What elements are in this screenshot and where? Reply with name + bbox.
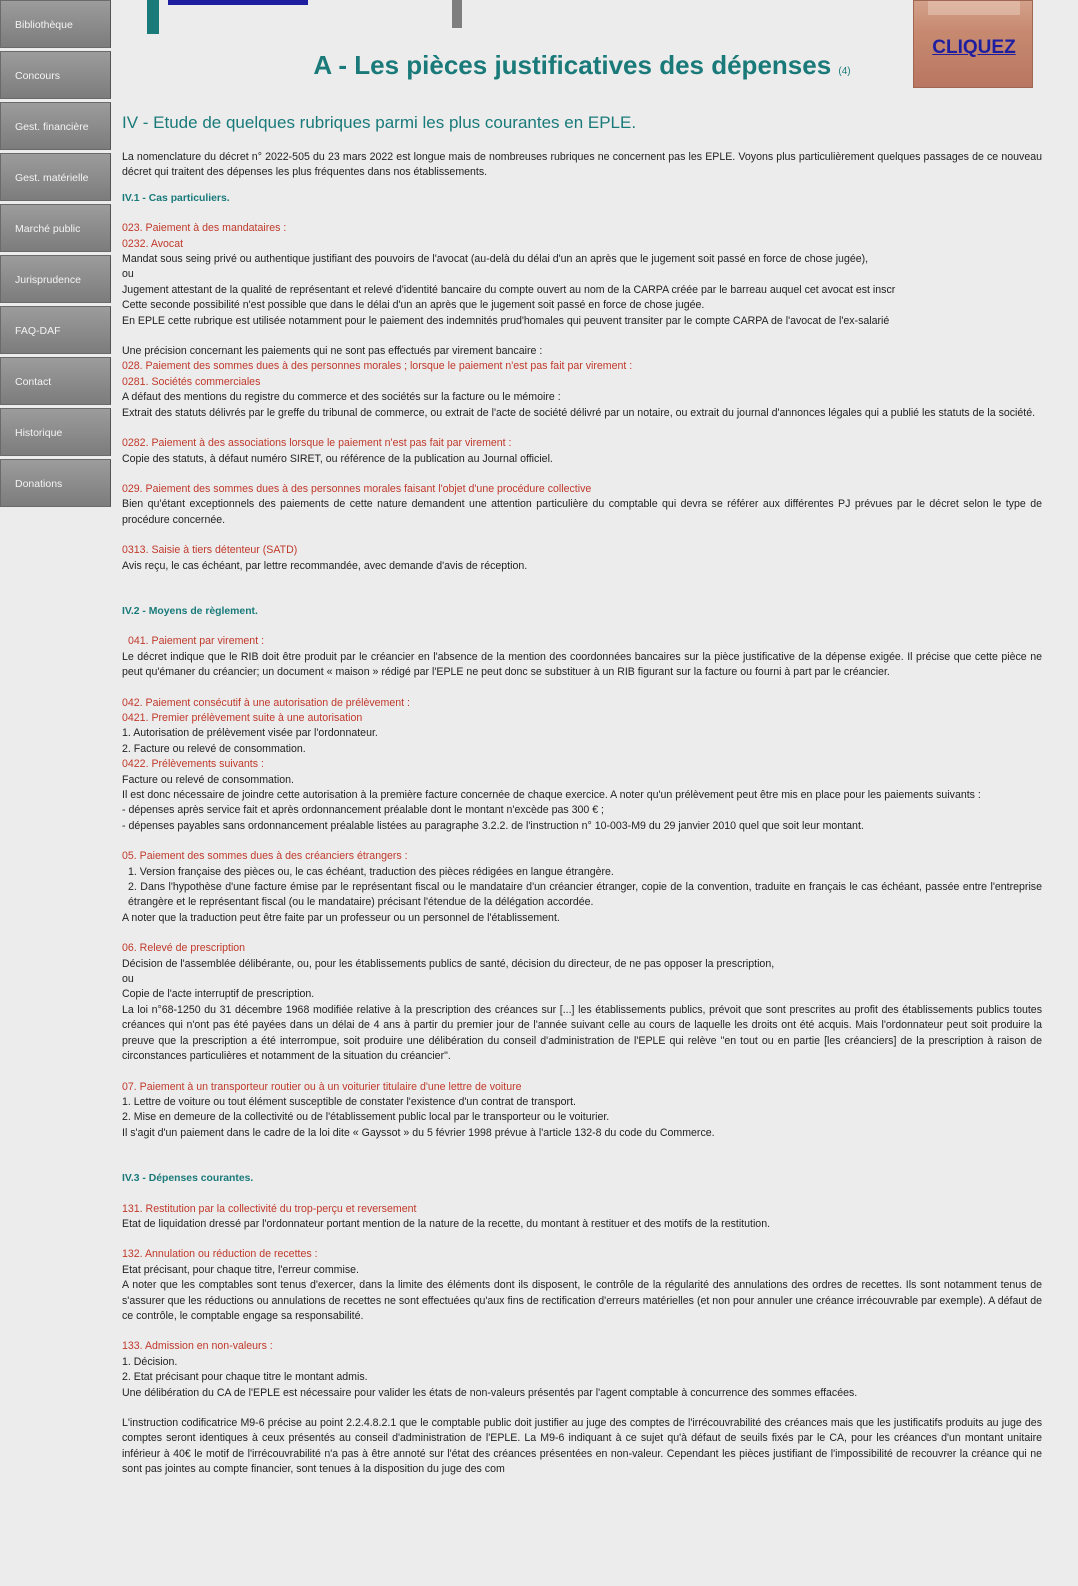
page-title xyxy=(120,50,1044,81)
text-line: - dépenses payables sans ordonnancement préalable listées au paragraphe 3.2.2. de l'instruction n° 10-003-M9 du 29 janvier 2010 quel que soit leur montant. xyxy=(122,819,864,832)
rubric-heading: 131. Restitution par la collectivité du trop-perçu et reversement xyxy=(122,1202,417,1215)
nav-donations[interactable]: Donations xyxy=(0,459,111,507)
text-paragraph: Le décret indique que le RIB doit être produit par le créancier en l'absence de la mention des coordonnées bancaires sur la pièce justificative de la dépense exigée. Il précise que cette pièce ne peut qu'émaner du créancier; un document « maison » rédigé par l'EPLE ne peut donc se substituer à un RIB figurant sur la facture ou fourni à part par le créancier. xyxy=(122,650,1042,679)
rubric-subheading: 0281. Sociétés commerciales xyxy=(122,375,261,388)
text-paragraph: Extrait des statuts délivrés par le greffe du tribunal de commerce, ou extrait de l'acte de société délivré par un notaire, ou extrait du journal d'annonces légales qui a publié les statuts de la société. xyxy=(122,406,1036,419)
decorative-bar-middle xyxy=(452,0,462,28)
text-line: Copie des statuts, à défaut numéro SIRET, ou référence de la publication au Journal officiel. xyxy=(122,452,553,465)
text-line: Copie de l'acte interruptif de prescription. xyxy=(122,988,315,1001)
text-paragraph: 2. Dans l'hypothèse d'une facture émise par le représentant fiscal ou le mandataire d'un créancier étranger, copie de la convention, traduite en français le cas échéant, passée entre l'entreprise étrangère et le représentant fiscal (ou le mandataire) précisant l'étendue de la délégation accordée. xyxy=(128,881,1042,909)
rubric-heading: 0282. Paiement à des associations lorsque le paiement n'est pas fait par virement : xyxy=(122,437,512,450)
subsection-heading: IV.2 - Moyens de règlement. xyxy=(122,605,258,617)
nav-marche-public[interactable]: Marché public xyxy=(0,204,111,252)
top-link-cropped[interactable] xyxy=(168,0,308,5)
text-line: ou xyxy=(122,268,134,281)
text-paragraph: Bien qu'étant exceptionnels des paiements de cette nature demandent une attention particulière du comptable qui devra se référer aux différentes PJ prévues par le décret selon le type de procédure concernée. xyxy=(122,498,1042,526)
subsection-heading: IV.1 - Cas particuliers. xyxy=(122,192,230,204)
nav-gestion-materielle[interactable]: Gest. matérielle xyxy=(0,153,111,201)
text-line: Jugement attestant de la qualité de représentant et relevé d'identité bancaire du compte ouvert au nom de la CARPA créée par le barreau auquel cet avocat est inscr xyxy=(122,283,896,296)
nav-contact[interactable]: Contact xyxy=(0,357,111,405)
text-line: 2. Facture ou relevé de consommation. xyxy=(122,742,306,755)
text-line: Avis reçu, le cas échéant, par lettre recommandée, avec demande d'avis de réception. xyxy=(122,559,528,572)
rubric-heading: 028. Paiement des sommes dues à des personnes morales ; lorsque le paiement n'est pas fait par virement : xyxy=(122,360,633,373)
text-line: Une délibération du CA de l'EPLE est nécessaire pour valider les états de non-valeurs présentés par l'agent comptable à concurrence des sommes effacées. xyxy=(122,1386,858,1399)
title-note: (4) xyxy=(838,66,851,77)
text-line: A défaut des mentions du registre du commerce et des sociétés sur la facture ou le mémoire : xyxy=(122,391,561,404)
rubric-heading: 132. Annulation ou réduction de recettes : xyxy=(122,1248,318,1261)
text-line: Etat de liquidation dressé par l'ordonnateur portant mention de la nature de la recette, du montant à restituer et des motifs de la restitution. xyxy=(122,1217,771,1230)
rubric-heading: 029. Paiement des sommes dues à des personnes morales faisant l'objet d'une procédure collective xyxy=(122,482,592,495)
rubric-heading: 0313. Saisie à tiers détenteur (SATD) xyxy=(122,544,298,557)
text-paragraph: A noter que les comptables sont tenus d'exercer, dans la limite des éléments dont ils disposent, le contrôle de la régularité des annulations des ordres de recettes. Ils sont notamment tenus de s'assurer que les réductions ou annulations de recettes ne sont effectuées qu'aux fins de rectification d'erreurs matérielles (et non pour annuler une créance irrécouvrable par exemple). A défaut de ce contrôle, le comptable engage sa responsabilité. xyxy=(122,1279,1042,1322)
nav-concours[interactable]: Concours xyxy=(0,51,111,99)
rubric-subheading: 0422. Prélèvements suivants : xyxy=(122,758,264,771)
text-paragraph: L'instruction codificatrice M9-6 précise au point 2.2.4.8.2.1 que le comptable public doit justifier au juge des comptes de l'irrécouvrabilité des créances mais que les justificatifs produits au juge des comptes seront identiques à ceux présentés au conseil d'administration de l'EPLE. La M9-6 indiquant à ce sujet qu'à défaut de seuils fixés par le CA, pour les créances d'un montant unitaire inférieur à 40€ le motif de l'irrécouvrabilité n'a pas à être annoté sur l'état des créances présentées en non-valeur. Cependant les pièces justifiant de l'impossibilité de recouvrer la créance qui ne sont pas jointes au compte financier, sont tenues à la disposition du juge des com xyxy=(122,1417,1042,1476)
page-title-text: A - Les pièces justificatives des dépenses xyxy=(313,50,832,80)
nav-bibliotheque[interactable]: Bibliothèque xyxy=(0,0,111,48)
nav-faq-daf[interactable]: FAQ-DAF xyxy=(0,306,111,354)
text-line: En EPLE cette rubrique est utilisée notamment pour le paiement des indemnités prud'homales qui peuvent transiter par le compte CARPA de l'avocat de l'ex-salarié xyxy=(122,314,890,327)
text-paragraph: Il est donc nécessaire de joindre cette autorisation à la première facture concernée de chaque exercice. A noter qu'un prélèvement peut être mis en place pour les paiements suivants : xyxy=(122,789,981,801)
text-line: 2. Mise en demeure de la collectivité ou de l'établissement public local par le transporteur ou le voiturier. xyxy=(122,1111,610,1124)
text-line: 1. Autorisation de prélèvement visée par l'ordonnateur. xyxy=(122,727,378,740)
rubric-heading: 041. Paiement par virement : xyxy=(128,635,265,648)
rubric-heading: 07. Paiement à un transporteur routier ou à un voiturier titulaire d'une lettre de voiture xyxy=(122,1080,522,1093)
cliquez-link[interactable]: CLIQUEZ xyxy=(932,37,1016,58)
text-line: ou xyxy=(122,973,134,986)
text-line: Etat précisant, pour chaque titre, l'erreur commise. xyxy=(122,1263,359,1276)
sidebar xyxy=(0,0,111,510)
text-line: Décision de l'assemblée délibérante, ou, pour les établissements publics de santé, décision du directeur, de ne pas opposer la prescription, xyxy=(122,957,775,970)
text-line: 2. Etat précisant pour chaque titre le montant admis. xyxy=(122,1371,368,1384)
rubric-subheading: 0232. Avocat xyxy=(122,237,184,250)
text-line: Facture ou relevé de consommation. xyxy=(122,773,294,786)
nav-jurisprudence[interactable]: Jurisprudence xyxy=(0,255,111,303)
rubric-heading: 133. Admission en non-valeurs : xyxy=(122,1340,273,1353)
text-line: Il s'agit d'un paiement dans le cadre de la loi dite « Gayssot » du 5 février 1998 prévue à l'article 132-8 du code du Commerce. xyxy=(122,1126,715,1139)
rubric-heading: 05. Paiement des sommes dues à des créanciers étrangers : xyxy=(122,850,408,863)
text-line: 1. Version française des pièces ou, le cas échéant, traduction des pièces rédigées en langue étrangère. xyxy=(128,865,614,878)
decorative-bar-left xyxy=(147,0,159,34)
nav-gestion-financiere[interactable]: Gest. financière xyxy=(0,102,111,150)
text-line: Une précision concernant les paiements qui ne sont pas effectués par virement bancaire : xyxy=(122,345,543,358)
text-line: Cette seconde possibilité n'est possible que dans le délai d'un an après que le jugement soit passé en force de chose jugée. xyxy=(122,299,705,312)
text-paragraph: La loi n°68-1250 du 31 décembre 1968 modifiée relative à la prescription des créances sur [...] les établissements publics, prévoit que sont prescrites au profit des établissements publics toutes créances qui n'ont pas été payées dans un délai de 4 ans à partir du premier jour de l'année suivant celle au cours de laquelle les droits ont été acquis. Mais l'ordonnateur peut soit produire la preuve que la prescription a été interrompue, soit produire une délibération du conseil d'administration de l'EPLE qui relève "en tout ou en partie [les créanciers] de la prescription à raison de circonstances particulières et notamment de la situation du créancier". xyxy=(122,1003,1042,1063)
text-line: 1. Lettre de voiture ou tout élément susceptible de constater l'existence d'un contrat de transport. xyxy=(122,1095,576,1108)
text-line: A noter que la traduction peut être faite par un professeur ou un personnel de l'établissement. xyxy=(122,911,560,924)
rubric-subheading: 0421. Premier prélèvement suite à une autorisation xyxy=(122,711,363,724)
main-content xyxy=(122,113,1042,1478)
text-line: Mandat sous seing privé ou authentique justifiant des pouvoirs de l'avocat (au-delà du délai d'un an après que le jugement soit passé en force de chose jugée), xyxy=(122,253,869,266)
rubric-heading: 06. Relevé de prescription xyxy=(122,942,246,955)
intro-paragraph: La nomenclature du décret n° 2022-505 du 23 mars 2022 est longue mais de nombreuses rubriques ne concernent pas les EPLE. Voyons plus particulièrement quelques passages de ce nouveau décret qui traitent des dépenses les plus fréquentes dans nos établissements. xyxy=(122,151,1042,179)
nav-historique[interactable]: Historique xyxy=(0,408,111,456)
book-cover-image xyxy=(928,1,1020,15)
text-line: 1. Décision. xyxy=(122,1355,178,1368)
rubric-heading: 023. Paiement à des mandataires : xyxy=(122,222,287,235)
section-heading: IV - Etude de quelques rubriques parmi les plus courantes en EPLE. xyxy=(122,113,637,132)
rubric-heading: 042. Paiement consécutif à une autorisation de prélèvement : xyxy=(122,696,410,709)
subsection-heading: IV.3 - Dépenses courantes. xyxy=(122,1173,254,1185)
text-line: - dépenses après service fait et après ordonnancement préalable dont le montant n'excède pas 300 € ; xyxy=(122,804,604,817)
